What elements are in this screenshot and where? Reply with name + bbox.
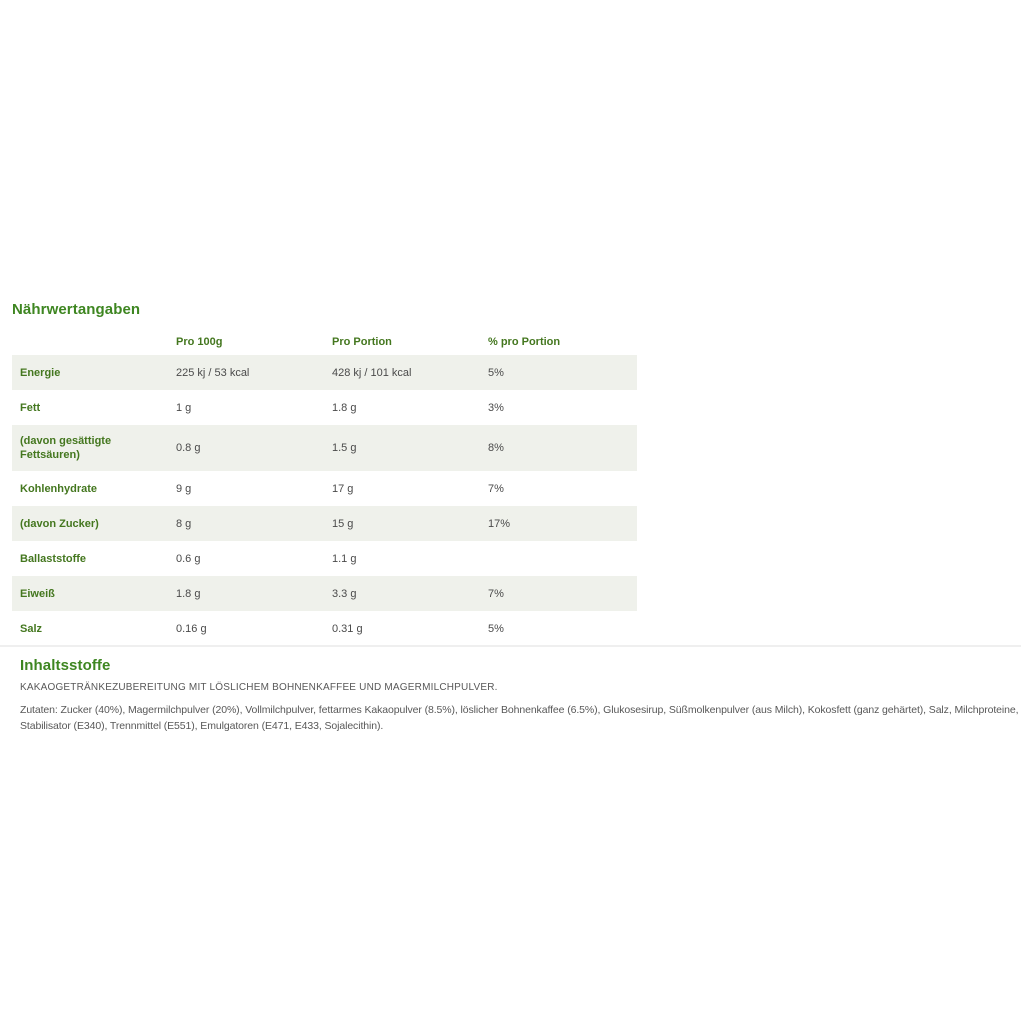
nutrient-value-per-100g: 1 g bbox=[176, 401, 192, 414]
nutrient-value-per-100g: 9 g bbox=[176, 482, 192, 495]
nutrient-value-per-portion: 1.8 g bbox=[332, 401, 357, 414]
nutrition-table bbox=[12, 328, 637, 646]
nutrient-value-percent-per-portion: 5% bbox=[488, 366, 504, 379]
nutrient-value-per-portion: 3.3 g bbox=[332, 587, 357, 600]
nutrient-label: (davon gesättigte Fettsäuren) bbox=[20, 435, 112, 461]
nutrient-label: Eiweiß bbox=[20, 587, 55, 600]
nutrition-section-title: Nährwertangaben bbox=[12, 301, 141, 318]
nutrition-table-row bbox=[12, 506, 637, 541]
column-header-empty bbox=[12, 328, 168, 355]
nutrient-value-percent-per-portion: 8% bbox=[488, 442, 504, 454]
column-header-percent-per-portion: % pro Portion bbox=[488, 335, 561, 348]
nutrient-value-per-100g: 225 kj / 53 kcal bbox=[176, 366, 250, 379]
nutrient-value-per-portion: 0.31 g bbox=[332, 622, 363, 635]
nutrient-value-percent-per-portion: 3% bbox=[488, 401, 504, 414]
nutrient-value-percent-per-portion: 5% bbox=[488, 622, 504, 635]
nutrition-table-header bbox=[12, 328, 637, 355]
ingredients-list: Zutaten: Zucker (40%), Magermilchpulver (20%), Vollmilchpulver, fettarmes Kakaopulver (8.5%), löslicher Bohnenkaffee (6.5%), Glukosesirup, Süßmolkenpulver (aus Milch), Kokosfett (ganz gehärtet), Salz, Milchproteine, Stabilisator (E340), Trennmittel (E551), Emulgatoren (E471, E433, Sojalecithin). bbox=[20, 704, 1019, 732]
nutrient-value-per-portion: 1.5 g bbox=[332, 442, 357, 454]
nutrition-table-row bbox=[12, 355, 637, 390]
nutrient-value-per-100g: 0.6 g bbox=[176, 552, 201, 565]
ingredients-description: KAKAOGETRÄNKEZUBEREITUNG MIT LÖSLICHEM BOHNENKAFFEE UND MAGERMILCHPULVER. bbox=[20, 682, 498, 693]
nutrition-table-row bbox=[12, 471, 637, 506]
nutrient-label: Ballaststoffe bbox=[20, 552, 87, 565]
nutrient-label: Salz bbox=[20, 622, 43, 635]
nutrition-table-row bbox=[12, 390, 637, 425]
nutrient-value-per-portion: 1.1 g bbox=[332, 552, 357, 565]
nutrient-label: Energie bbox=[20, 366, 61, 379]
nutrient-value-percent-per-portion: 7% bbox=[488, 587, 504, 600]
column-header-per-100g: Pro 100g bbox=[176, 335, 223, 348]
nutrition-table-row bbox=[12, 576, 637, 611]
nutrient-label: (davon Zucker) bbox=[20, 517, 99, 530]
column-header-per-portion: Pro Portion bbox=[332, 335, 392, 348]
nutrient-value-per-portion: 15 g bbox=[332, 517, 354, 530]
ingredients-section bbox=[20, 658, 1020, 734]
nutrition-table-row bbox=[12, 611, 637, 646]
nutrient-value-per-portion: 17 g bbox=[332, 482, 354, 495]
nutrient-value-per-portion: 428 kj / 101 kcal bbox=[332, 366, 412, 379]
ingredients-section-title: Inhaltsstoffe bbox=[20, 657, 111, 674]
nutrient-label: Fett bbox=[20, 401, 41, 414]
nutrient-value-per-100g: 0.8 g bbox=[176, 442, 201, 454]
nutrient-value-percent-per-portion: 17% bbox=[488, 517, 511, 530]
nutrient-label: Kohlenhydrate bbox=[20, 482, 98, 495]
section-divider bbox=[0, 645, 1021, 647]
nutrient-value-percent-per-portion: 7% bbox=[488, 482, 504, 495]
nutrient-value-percent-per-portion bbox=[480, 541, 637, 576]
nutrition-header-row bbox=[12, 328, 637, 355]
nutrition-table-row bbox=[12, 541, 637, 576]
nutrient-value-per-100g: 0.16 g bbox=[176, 622, 207, 635]
nutrition-table-row bbox=[12, 425, 637, 471]
nutrition-table-body bbox=[12, 355, 637, 646]
nutrient-value-per-100g: 8 g bbox=[176, 517, 192, 530]
nutrient-value-per-100g: 1.8 g bbox=[176, 587, 201, 600]
